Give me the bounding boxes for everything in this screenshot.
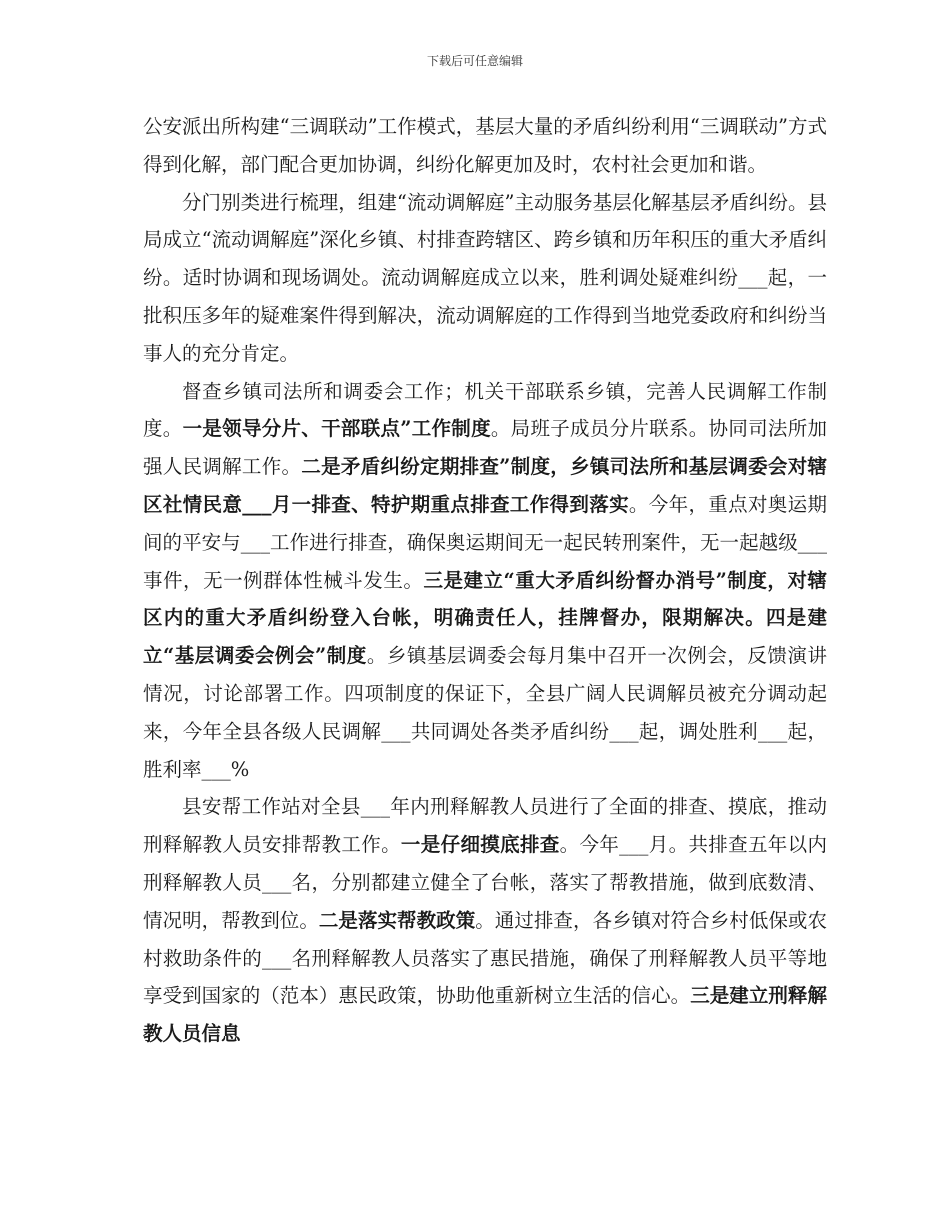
text-segment: 分门别类进行梳理，组建“流动调解庭”主动服务基层化解基层矛盾纠纷。县局成立“流动调解庭”深化乡镇、村排查跨辖区、跨乡镇和历年积压的重大矛盾纠纷。适时协调和现场调处。流动调解庭成立以来，胜利调处疑难纠纷___起，一批积压多年的疑难案件得到解决，流动调解庭的工作得到当地党委政府和纠纷当事人的充分肯定。 xyxy=(143,190,827,365)
bold-text-segment: 一是仔细摸底排查 xyxy=(400,833,560,857)
paragraph xyxy=(143,373,827,789)
text-segment: 。今年___月。共排查五年以内刑释解教人员___名，分别都建立健全了台帐，落实了帮教措施，做到底数清、情况明，帮教到位。 xyxy=(143,833,827,932)
bold-text-segment: 三是建立“重大矛盾纠纷督办消号”制度，对辖区内的重大矛盾纠纷登入台帐，明确责任人，挂牌督办，限期解决。四是建立“基层调委会例会”制度 xyxy=(143,568,827,668)
text-segment: 。通过排查，各乡镇对符合乡村低保或农村救助条件的___名刑释解教人员落实了惠民措施，确保了刑释解教人员平等地享受到国家的（范本）惠民政策，协助他重新树立生活的信心。 xyxy=(143,908,827,1008)
text-segment: 。乡镇基层调委会每月集中召开一次例会，反馈演讲情况，讨论部署工作。四项制度的保证下，全县广阔人民调解员被充分调动起来，今年全县各级人民调解___共同调处各类矛盾纠纷___起，调处胜利___起，胜利率___% xyxy=(143,644,827,781)
text-segment: 。局班子成员分片联系。协同司法所加强人民调解工作。 xyxy=(143,417,827,479)
page-header: 下载后可任意编辑 xyxy=(426,54,523,68)
text-segment: 。今年，重点对奥运期间的平安与___工作进行排查，确保奥运期间无一起民转刑案件，无一起越级___事件，无一例群体性械斗发生。 xyxy=(143,492,827,592)
text-segment: 督查乡镇司法所和调委会工作；机关干部联系乡镇，完善人民调解工作制度。 xyxy=(143,379,827,441)
bold-text-segment: 二是矛盾纠纷定期排查”制度，乡镇司法所和基层调委会对辖区社情民意___月一排查、特护期重点排查工作得到落实 xyxy=(143,455,827,516)
paragraph xyxy=(143,184,827,373)
paragraph xyxy=(143,788,827,1053)
bold-text-segment: 三是建立刑释解教人员信息 xyxy=(143,984,827,1046)
text-segment: 县安帮工作站对全县___年内刑释解教人员进行了全面的排查、摸底，推动刑释解教人员安排帮教工作。 xyxy=(143,795,827,857)
document-body xyxy=(143,108,827,1053)
text-segment: 公安派出所构建“三调联动”工作模式，基层大量的矛盾纠纷利用“三调联动”方式得到化解，部门配合更加协调，纠纷化解更加及时，农村社会更加和谐。 xyxy=(143,115,827,176)
bold-text-segment: 一是领导分片、干部联点”工作制度 xyxy=(182,417,491,441)
paragraph xyxy=(143,108,827,184)
bold-text-segment: 二是落实帮教政策 xyxy=(318,908,476,932)
